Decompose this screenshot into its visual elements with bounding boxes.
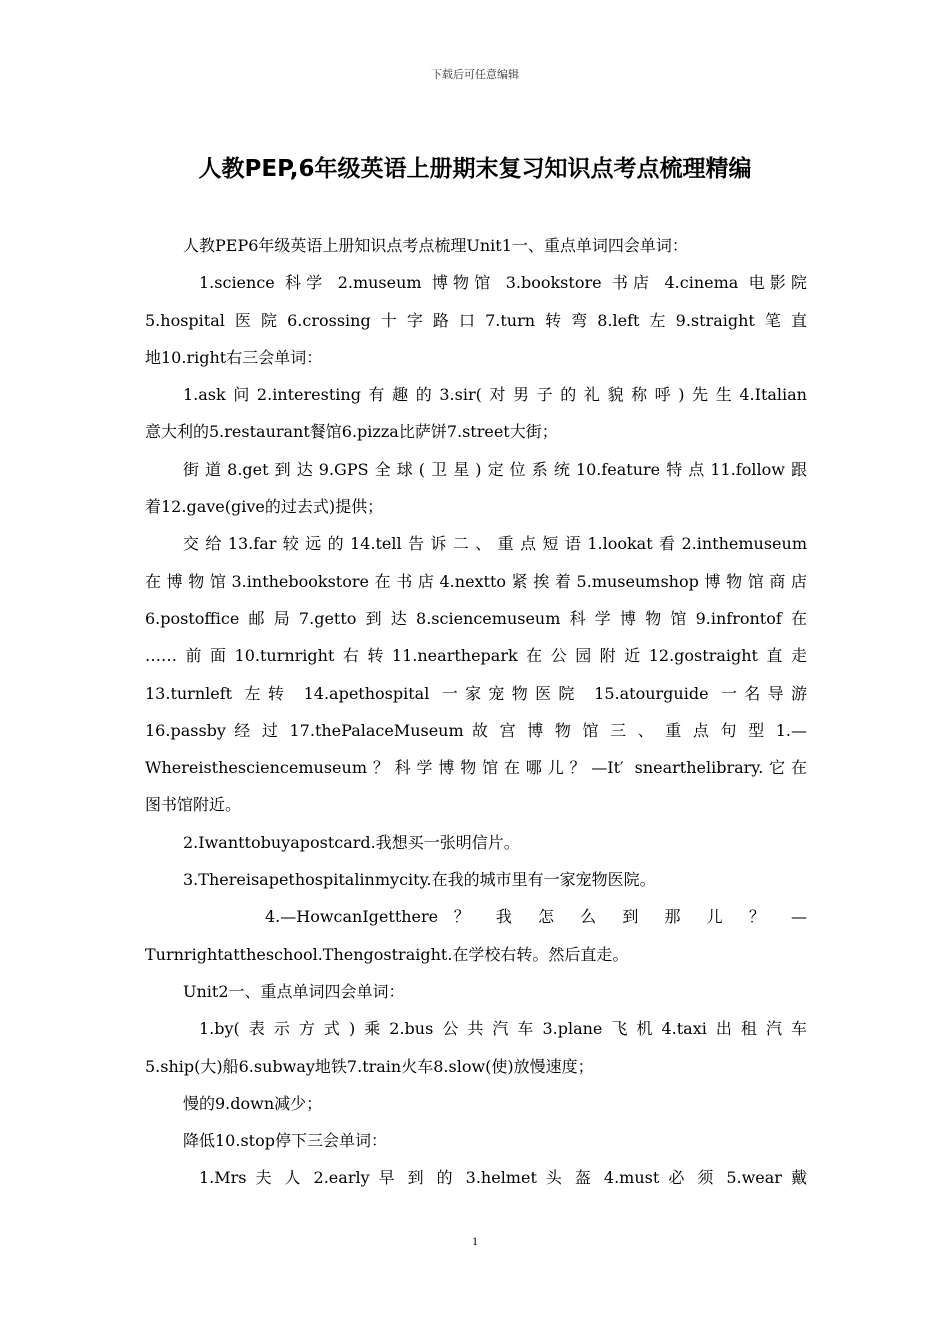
text-line: Whereisthesciencemuseum？科学博物馆在哪儿？—It′ snearthelibrary.它在 <box>145 758 807 778</box>
text-line: 2.Iwanttobuyapostcard.我想买一张明信片。 <box>183 832 520 852</box>
text-line: 图书馆附近。 <box>145 795 242 815</box>
text-line: 交给13.far较远的14.tell告诉二、重点短语1.lookat看2.inthemuseum <box>183 534 807 554</box>
text-line: 慢的9.down减少； <box>183 1093 323 1113</box>
text-line: 3.Thereisapethospitalinmycity.在我的城市里有一家宠物医院。 <box>183 870 656 890</box>
text-line: 1.science 科学 2.museum 博物馆 3.bookstore 书店 4.cinema 电影院 <box>199 273 807 293</box>
text-line: 1.ask问2.interesting有趣的3.sir(对男子的礼貌称呼)先生4.Italian <box>183 385 807 405</box>
text-line: 1.by(表示方式)乘2.bus公共汽车3.plane飞机4.taxi出租汽车 <box>199 1019 807 1039</box>
text-line: 4.—HowcanIgetthere ？ 我 怎 么 到 那 儿 ？ — <box>265 907 807 927</box>
header-note: 下载后可任意编辑 <box>431 68 519 81</box>
text-line: Turnrightattheschool.Thengostraight.在学校右转。然后直走。 <box>145 944 629 964</box>
text-line: 5.ship(大)船6.subway地铁7.train火车8.slow(使)放慢速度； <box>145 1056 594 1076</box>
text-line: 街道8.get到达9.GPS全球(卫星)定位系统10.feature特点11.follow跟 <box>183 459 807 479</box>
text-line: 在博物馆3.inthebookstore在书店4.nextto紧挨着5.museumshop博物馆商店 <box>145 571 807 591</box>
document-title: 人教PEP,6年级英语上册期末复习知识点考点梳理精编 <box>198 156 752 182</box>
text-line: 6.postoffice邮局7.getto到达8.sciencemuseum科学博物馆9.infrontof在 <box>145 608 807 628</box>
text-line: 1.Mrs 夫 人 2.early 早 到 的 3.helmet 头 盔 4.must 必 须 5.wear 戴 <box>199 1168 807 1188</box>
text-line: 13.turnleft 左转 14.apethospital 一家宠物医院 15.atourguide 一名导游 <box>145 683 807 703</box>
text-line: ……前面10.turnright右转11.nearthepark在公园附近12.gostraight直走 <box>145 646 807 666</box>
document-body <box>145 227 807 1197</box>
text-line: 着12.gave(give的过去式)提供； <box>145 497 384 517</box>
text-line: 地10.right右三会单词： <box>145 347 323 367</box>
text-line: Unit2一、重点单词四会单词： <box>183 981 405 1001</box>
text-line: 人教PEP6年级英语上册知识点考点梳理Unit1一、重点单词四会单词： <box>183 236 688 255</box>
text-line: 5.hospital医院6.crossing十字路口7.turn转弯8.left左9.straight笔直 <box>145 310 807 330</box>
text-line: 16.passby 经 过 17.thePalaceMuseum 故 宫 博 物 馆 三 、 重 点 句 型 1.— <box>145 720 807 740</box>
text-line: 意大利的5.restaurant餐馆6.pizza比萨饼7.street大街； <box>145 422 558 442</box>
page-number: 1 <box>472 1234 478 1248</box>
text-line: 降低10.stop停下三会单词： <box>183 1131 387 1151</box>
